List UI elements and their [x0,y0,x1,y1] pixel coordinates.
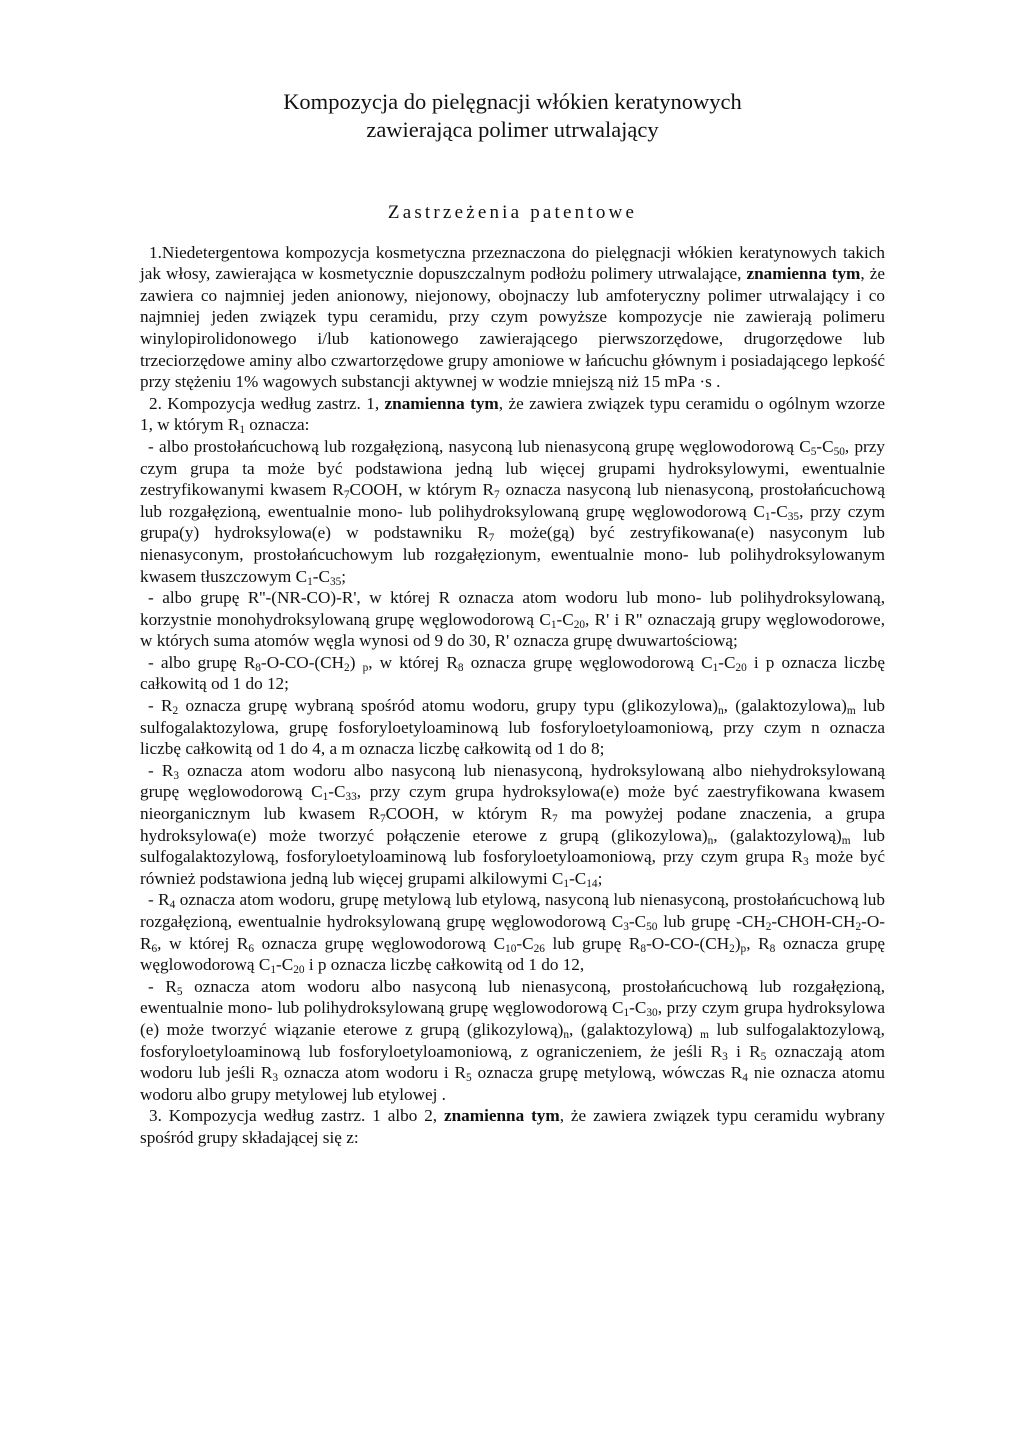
claim-3: 3. Kompozycja według zastrz. 1 albo 2, znamienna tym, że zawiera związek typu ceramidu wybrany spośród grupy składającej się z: [140,1106,885,1147]
claim-2: 2. Kompozycja według zastrz. 1, znamienna tym, że zawiera związek typu ceramidu o ogólnym wzorze 1, w którym $R_1$ oznacza: [140,393,885,437]
claim-2-item-r1-alkyl: - albo prostołańcuchową lub rozgałęzioną, nasyconą lub nienasyconą grupę węglowodorową $C_5-C_{50}$, przy czym grupa ta może być podstawiona jedną lub więcej grupami hydroksylowymi, ewentualnie zestryfikowanymi kwasem $R_7COOH$, w którym $R_7$ oznacza nasyconą lub nienasyconą, prostołańcuchową lub rozgałęzioną, ewentualnie mono- lub polihydroksylowaną grupę węglowodorową $C_1-C_{35}$, przy czym grupa(y) hydroksylowa(e) w podstawniku $R_7$ może(gą) być zestryfikowana(e) nasyconym lub nienasyconym, prostołańcuchowym lub rozgałęzionym, ewentualnie mono- lub polihydroksylowanym kwasem tłuszczowym $C_1-C_{35}$; [140,436,885,588]
title-line-2: zawierająca polimer utrwalający [366,117,659,142]
claim-1: 1.Niedetergentowa kompozycja kosmetyczna przeznaczona do pielęgnacji włókien keratynowych takich jak włosy, zawierająca w kosmetycznie dopuszczalnym podłożu polimery utrwalające, znamienna tym, że zawiera co najmniej jeden anionowy, niejonowy, obojnaczy lub amfoteryczny polimer utrwalający i co najmniej jeden związek typu ceramidu, przy czym powyższe kompozycje nie zawierają polimeru winylopirolidonowego i/lub kationowego zawierającego pierwszorzędowe, drugorzędowe lub trzeciorzędowe aminy albo czwartorzędowe grupy amoniowe w łańcuchu głównym i posiadającego lepkość przy stężeniu 1% wagowych substancji aktywnej w wodzie mniejszą niż 15 mPa ·s . [140,242,885,392]
claim-2-item-r5: - $R_5$ oznacza atom wodoru albo nasyconą lub nienasyconą, prostołańcuchową lub rozgałęzioną, ewentualnie mono- lub polihydroksylowaną grupę węglowodorową $C_1-C_{30}$, przy czym grupa hydroksylowa (e) może tworzyć wiązanie eterowe z grupą $(glikozylową)_n$, (galaktozylową) $_m$ lub sulfogalaktozylową, fosforyloetyloaminową lub fosforyloetyloamoniową, z ograniczeniem, że jeśli $R_3$ i $R_5$ oznaczają atom wodoru lub jeśli $R_3$ oznacza atom wodoru i $R_5$ oznacza grupę metylową, wówczas $R_4$ nie oznacza atomu wodoru albo grupy metylowej lub etylowej . [140,976,886,1104]
claim-2-item-r4: - $R_4$ oznacza atom wodoru, grupę metylową lub etylową, nasyconą lub nienasyconą, prostołańcuchową lub rozgałęzioną, ewentualnie hydroksylowaną grupę węglowodorową $C_3-C_{50}$ lub grupę $-CH_2-CHOH-CH_2-O-R_6$, w której $R_6$ oznacza grupę węglowodorową $C_{10}-C_{26}$ lub grupę $R_8-O-CO-(CH_2)_p$, $R_8$ oznacza grupę węglowodorową $C_1-C_{20}$ i p oznacza liczbę całkowitą od 1 do 12, [140,890,886,977]
document-page [140,88,885,1149]
claim-2-item-r1-amide: - albo grupę R''-(NR-CO)-R', w której R oznacza atom wodoru lub mono- lub polihydroksylowaną, korzystnie monohydroksylowaną grupę węglowodorową $C_1-C_{20}$, R' i R'' oznaczają grupy węglowodorowe, w których suma atomów węgla wynosi od 9 do 30, R' oznacza grupę dwuwartościową; [140,588,885,651]
claim-2-item-r3: - $R_3$ oznacza atom wodoru albo nasyconą lub nienasyconą, hydroksylowaną albo niehydroksylowaną grupę węglowodorową $C_1-C_{33}$, przy czym grupa hydroksylowa(e) może być zaestryfikowana kwasem nieorganicznym lub kwasem $R_7COOH$, w którym $R_7$ ma powyżej podane znaczenia, a grupa hydroksylowa(e) może tworzyć połączenie eterowe z grupą $(glikozylowa)_n$, $(galaktozylową)_m$ lub sulfogalaktozylową, fosforyloetyloaminową lub fosforyloetyloamoniową, przy czym grupa $R_3$ może być również podstawiona jedną lub więcej grupami alkilowymi $C_1-C_{14}$; [140,760,886,890]
title-line-1: Kompozycja do pielęgnacji włókien keratynowych [283,89,742,114]
claim-2-item-r1-ester: - albo grupę $R_8-O-CO-(CH_2)$ $_p$, w której $R_8$ oznacza grupę węglowodorową $C_1-C_{20}$ i p oznacza liczbę całkowitą od 1 do 12; [140,652,886,694]
section-heading: Zastrzeżenia patentowe [387,202,638,223]
document-title [140,88,885,144]
claim-2-item-r2: - $R_2$ oznacza grupę wybraną spośród atomu wodoru, grupy typu $(glikozylowa)_n$, $(galaktozylowa)_m$ lub sulfogalaktozylowa, grupę fosforyloetyloaminową lub fosforyloetyloamoniową, przy czym n oznacza liczbę całkowitą od 1 do 4, a m oznacza liczbę całkowitą od 1 do 8; [140,696,885,759]
